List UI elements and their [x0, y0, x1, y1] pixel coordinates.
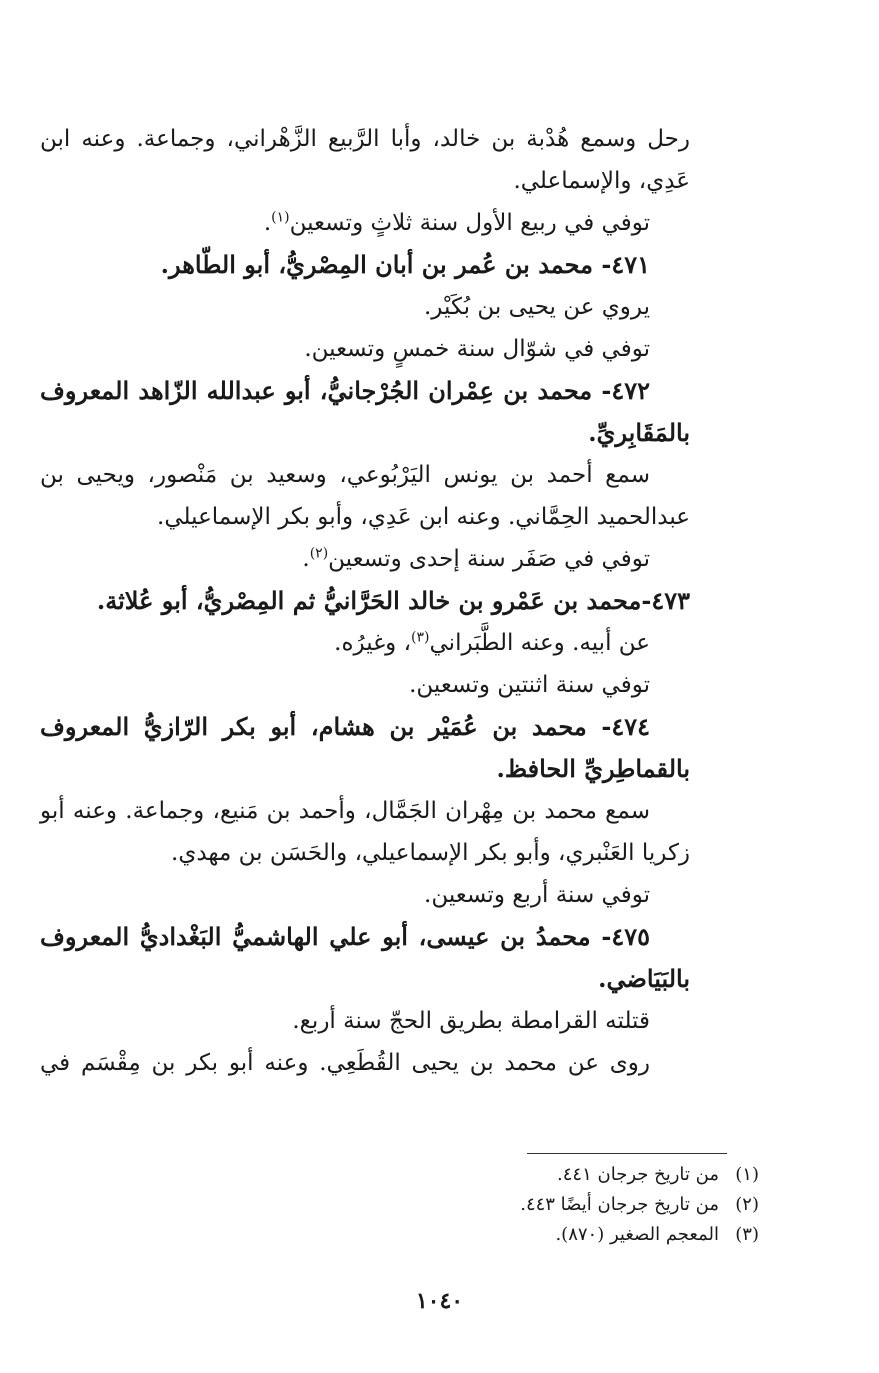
death-note: توفي سنة اثنتين وتسعين. [409, 672, 650, 698]
footnote-number: (٣) [735, 1224, 759, 1245]
text-line [40, 622, 690, 664]
entry-heading-471: ٤٧١- محمد بن عُمر بن أبان المِصْريُّ، أبو الطّاهر. [160, 250, 650, 279]
entry-heading-473: ٤٧٣-محمد بن عَمْرو بن خالد الحَرَّانيُّ ثم المِصْريُّ، أبو عُلاثة. [96, 586, 690, 615]
page-number: ١٠٤٠ [415, 1288, 464, 1314]
footnote-text: من تاريخ جرجان ٤٤١. [557, 1164, 719, 1185]
entry-heading-475: ٤٧٥- محمدُ بن عيسى، أبو علي الهاشميُّ البَغْداديُّ المعروف [40, 922, 650, 951]
text-line: عبدالحميد الحِمَّاني. وعنه ابن عَدِي، وأبو بكر الإسماعيلي. [157, 504, 690, 530]
entry-heading-474-cont: بالقماطِريِّ الحافظ. [496, 754, 690, 783]
footnote [239, 1220, 759, 1250]
text-line: عَدِي، والإسماعلي. [513, 168, 690, 194]
entry-heading-472-cont: بالمَقَابِريِّ. [588, 418, 690, 447]
text-line: زكريا العَنْبري، وأبو بكر الإسماعيلي، والحَسَن بن مهدي. [171, 840, 690, 866]
death-note: توفي سنة أربع وتسعين. [424, 882, 650, 908]
footnote [239, 1160, 759, 1190]
main-text [40, 118, 690, 1084]
footnote [239, 1190, 759, 1220]
footnote-number: (١) [735, 1164, 759, 1185]
footnote-ref[interactable]: (٢) [309, 545, 329, 562]
footnote-ref[interactable]: (١) [271, 209, 290, 226]
text-segment: ، وغيرُه. [334, 630, 412, 656]
death-text: توفي في ربيع الأول سنة ثلاثٍ وتسعين [289, 210, 650, 236]
text-line: رحل وسمع هُدْبة بن خالد، وأبا الرَّبيع الزَّهْراني، وجماعة. وعنه ابن [40, 126, 690, 152]
death-note: توفي في شوّال سنة خمسٍ وتسعين. [304, 336, 650, 362]
death-note [40, 202, 690, 244]
text-segment: عن أبيه. وعنه الطَّبَراني [429, 630, 650, 656]
footnote-divider [527, 1153, 727, 1154]
text-line: سمع محمد بن مِهْران الجَمَّال، وأحمد بن مَنيع، وجماعة. وعنه أبو [40, 798, 650, 824]
text-line: روى عن محمد بن يحيى القُطَعِي. وعنه أبو بكر بن مِقْسَم في [40, 1050, 650, 1076]
footnote-text: المعجم الصغير (٨٧٠). [555, 1224, 719, 1245]
text-line: يروي عن يحيى بن بُكَيْر. [424, 294, 650, 320]
footnotes [239, 1160, 759, 1250]
entry-heading-472: ٤٧٢- محمد بن عِمْران الجُرْجانيُّ، أبو عبدالله الزّاهد المعروف [40, 376, 650, 405]
text-line: سمع أحمد بن يونس اليَرْبُوعي، وسعيد بن مَنْصور، ويحيى بن [40, 462, 650, 488]
entry-heading-474: ٤٧٤- محمد بن عُمَيْر بن هشام، أبو بكر الرّازيُّ المعروف [40, 712, 651, 741]
entry-heading-475-cont: بالبَيَاضي. [598, 964, 690, 993]
footnote-text: من تاريخ جرجان أيضًا ٤٤٣. [520, 1194, 719, 1215]
footnote-number: (٢) [735, 1194, 759, 1215]
punctuation: . [263, 210, 272, 236]
footnote-ref[interactable]: (٣) [411, 629, 430, 646]
text-line: قتلته القرامطة بطريق الحجّ سنة أربع. [292, 1008, 650, 1034]
death-note [40, 538, 690, 580]
punctuation: . [302, 546, 310, 572]
death-text: توفي في صَفَر سنة إحدى وتسعين [328, 546, 650, 572]
